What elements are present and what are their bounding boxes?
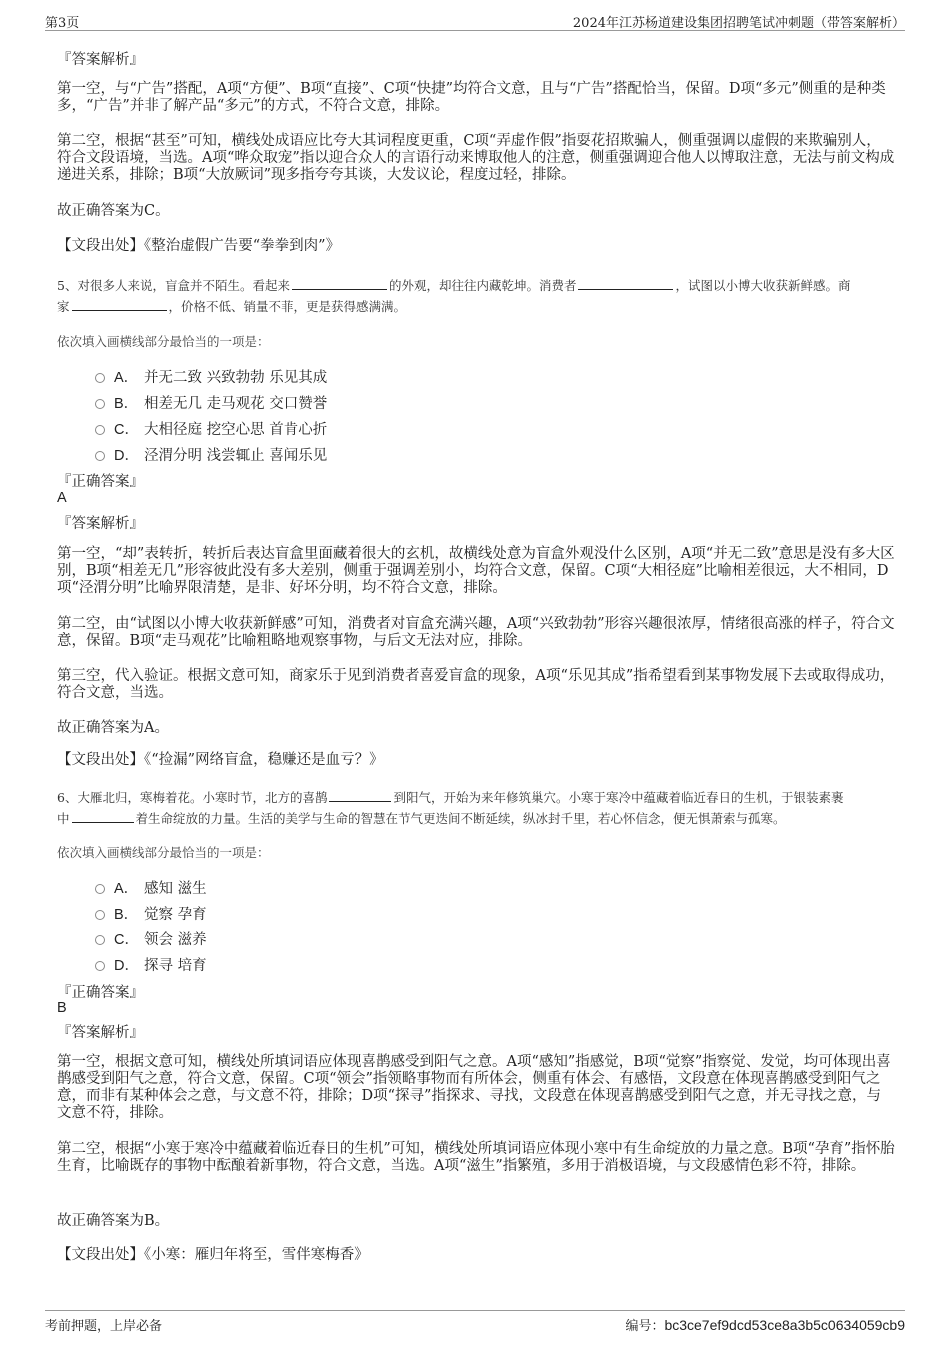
option-c[interactable]: C． 领会 滋养 [95,928,207,948]
analysis-label: 『答案解析』 [57,52,144,68]
correct-answer-label: 『正确答案』 [57,474,144,490]
option-b[interactable]: B． 觉察 孕育 [95,903,207,923]
radio-icon[interactable] [95,399,105,409]
blank-line [292,277,387,290]
document-title: 2024年江苏杨道建设集团招聘笔试冲刺题（带答案解析） [572,16,905,31]
option-a[interactable]: A． 并无二致 兴致勃勃 乐见其成 [95,366,327,386]
radio-icon[interactable] [95,451,105,461]
analysis-paragraph: 第二空，由“试图以小博大收获新鲜感”可知，消费者对盲盒充满兴趣，A项“兴致勃勃”形容兴趣很浓厚，情绪很高涨的样子，符合文意，保留。B项“走马观花”比喻粗略地观察事物，与后文无法对应，排除。 [57,616,895,649]
document-code: 编号：bc3ce7ef9dcd53ce8a3b5c0634059cb9 [625,1317,905,1334]
page-number: 第3页 [45,16,80,31]
question-prompt: 依次填入画横线部分最恰当的一项是： [57,334,270,349]
blank-line [72,298,167,311]
page-footer [45,1310,905,1334]
correct-answer: B [57,1000,67,1016]
analysis-paragraph: 第二空，根据“小寒于寒冷中蕴藏着临近春日的生机”可知，横线处所填词语应体现小寒中有生命绽放的力量之意。B项“孕育”指怀胎生育，比喻既存的事物中酝酿着新事物，符合文意，当选。A项“滋生”指繁殖，多用于消极语境，与文段感情色彩不符，排除。 [57,1141,895,1174]
blank-line [72,810,134,823]
conclusion: 故正确答案为C。 [57,203,170,219]
question-number: 5、 [57,278,78,293]
analysis-label: 『答案解析』 [57,516,144,532]
question-prompt: 依次填入画横线部分最恰当的一项是： [57,845,270,860]
question-5-stem: 5、对很多人来说，盲盒并不陌生。看起来 的外观，却往往内藏乾坤。消费者 ，试图以小博大收获新鲜感。商 家 ，价格不低、销量不菲，更是获得感满满。 [57,278,851,314]
analysis-paragraph: 第一空，根据文意可知，横线处所填词语应体现喜鹊感受到阳气之意。A项“感知”指感觉，B项“觉察”指察觉、发觉，均可体现出喜鹊感受到阳气之意，符合文意，保留。C项“领会”指领略事物而有所体会，侧重有体会、有感悟，文段意在体现喜鹊感受到阳气之意，而非有某种体会之意，与文意不符，排除；D项“探寻”指探求、寻找，文段意在体现喜鹊感受到阳气之意，并无寻找之意，与文意不符，排除。 [57,1054,891,1121]
conclusion: 故正确答案为A。 [57,720,169,736]
option-b[interactable]: B． 相差无几 走马观花 交口赞誉 [95,392,327,412]
analysis-paragraph: 第一空，“却”表转折，转折后表达盲盒里面藏着很大的玄机，故横线处意为盲盒外观没什么区别，A项“并无二致”意思是没有多大区别，B项“相差无几”形容彼此没有多大差别，侧重于强调差别小，均符合文意，保留。C项“大相径庭”比喻相差很远，大不相同，D项“泾渭分明”比喻界限清楚，是非、好坏分明，均不符合文意，排除。 [57,546,895,596]
option-c[interactable]: C． 大相径庭 挖空心思 首肯心折 [95,418,327,438]
question-6-stem: 6、大雁北归，寒梅着花。小寒时节，北方的喜鹊 到阳气，开始为来年修筑巢穴。小寒于寒冷中蕴藏着临近春日的生机，于银装素裹 中 着生命绽放的力量。生活的美学与生命的智慧在节气更迭间不断延续，纵冰封千里，若心怀信念，便无惧萧索与孤寒。 [57,790,844,826]
analysis-paragraph: 第三空，代入验证。根据文意可知，商家乐于见到消费者喜爱盲盒的现象，A项“乐见其成”指希望看到某事物发展下去或取得成功，符合文意，当选。 [57,668,895,701]
option-d[interactable]: D． 泾渭分明 浅尝辄止 喜闻乐见 [95,444,327,464]
radio-icon[interactable] [95,884,105,894]
analysis-label: 『答案解析』 [57,1025,144,1041]
radio-icon[interactable] [95,910,105,920]
option-d[interactable]: D． 探寻 培育 [95,954,207,974]
source-citation: 【文段出处】《“捡漏”网络盲盒，稳赚还是血亏？》 [57,752,384,768]
radio-icon[interactable] [95,961,105,971]
radio-icon[interactable] [95,935,105,945]
blank-line [578,277,673,290]
blank-line [329,789,391,802]
footer-slogan: 考前押题，上岸必备 [45,1319,163,1334]
question-number: 6、 [57,790,78,805]
analysis-paragraph: 第一空，与“广告”搭配，A项“方便”、B项“直接”、C项“快捷”均符合文意，且与“广告”搭配恰当，保留。D项“多元”侧重的是种类多，“广告”并非了解产品“多元”的方式，不符合文意，排除。 [57,81,886,114]
analysis-paragraph: 第二空，根据“甚至”可知，横线处成语应比夸大其词程度更重，C项“弄虚作假”指耍花招欺骗人，侧重强调以虚假的来欺骗别人，符合文段语境，当选。A项“哗众取宠”指以迎合众人的言语行动来博取他人的注意，侧重强调迎合他人以博取注意，无法与前文构成递进关系，排除；B项“大放厥词”现多指夸夸其谈，大发议论，程度过轻，排除。 [57,133,895,183]
source-citation: 【文段出处】《小寒：雁归年将至，雪伴寒梅香》 [57,1247,369,1263]
correct-answer: A [57,490,67,506]
radio-icon[interactable] [95,373,105,383]
radio-icon[interactable] [95,425,105,435]
correct-answer-label: 『正确答案』 [57,985,144,1001]
option-a[interactable]: A． 感知 滋生 [95,877,207,897]
page-header [45,10,905,31]
source-citation: 【文段出处】《整治虚假广告要“拳拳到肉”》 [57,238,341,254]
conclusion: 故正确答案为B。 [57,1213,170,1229]
